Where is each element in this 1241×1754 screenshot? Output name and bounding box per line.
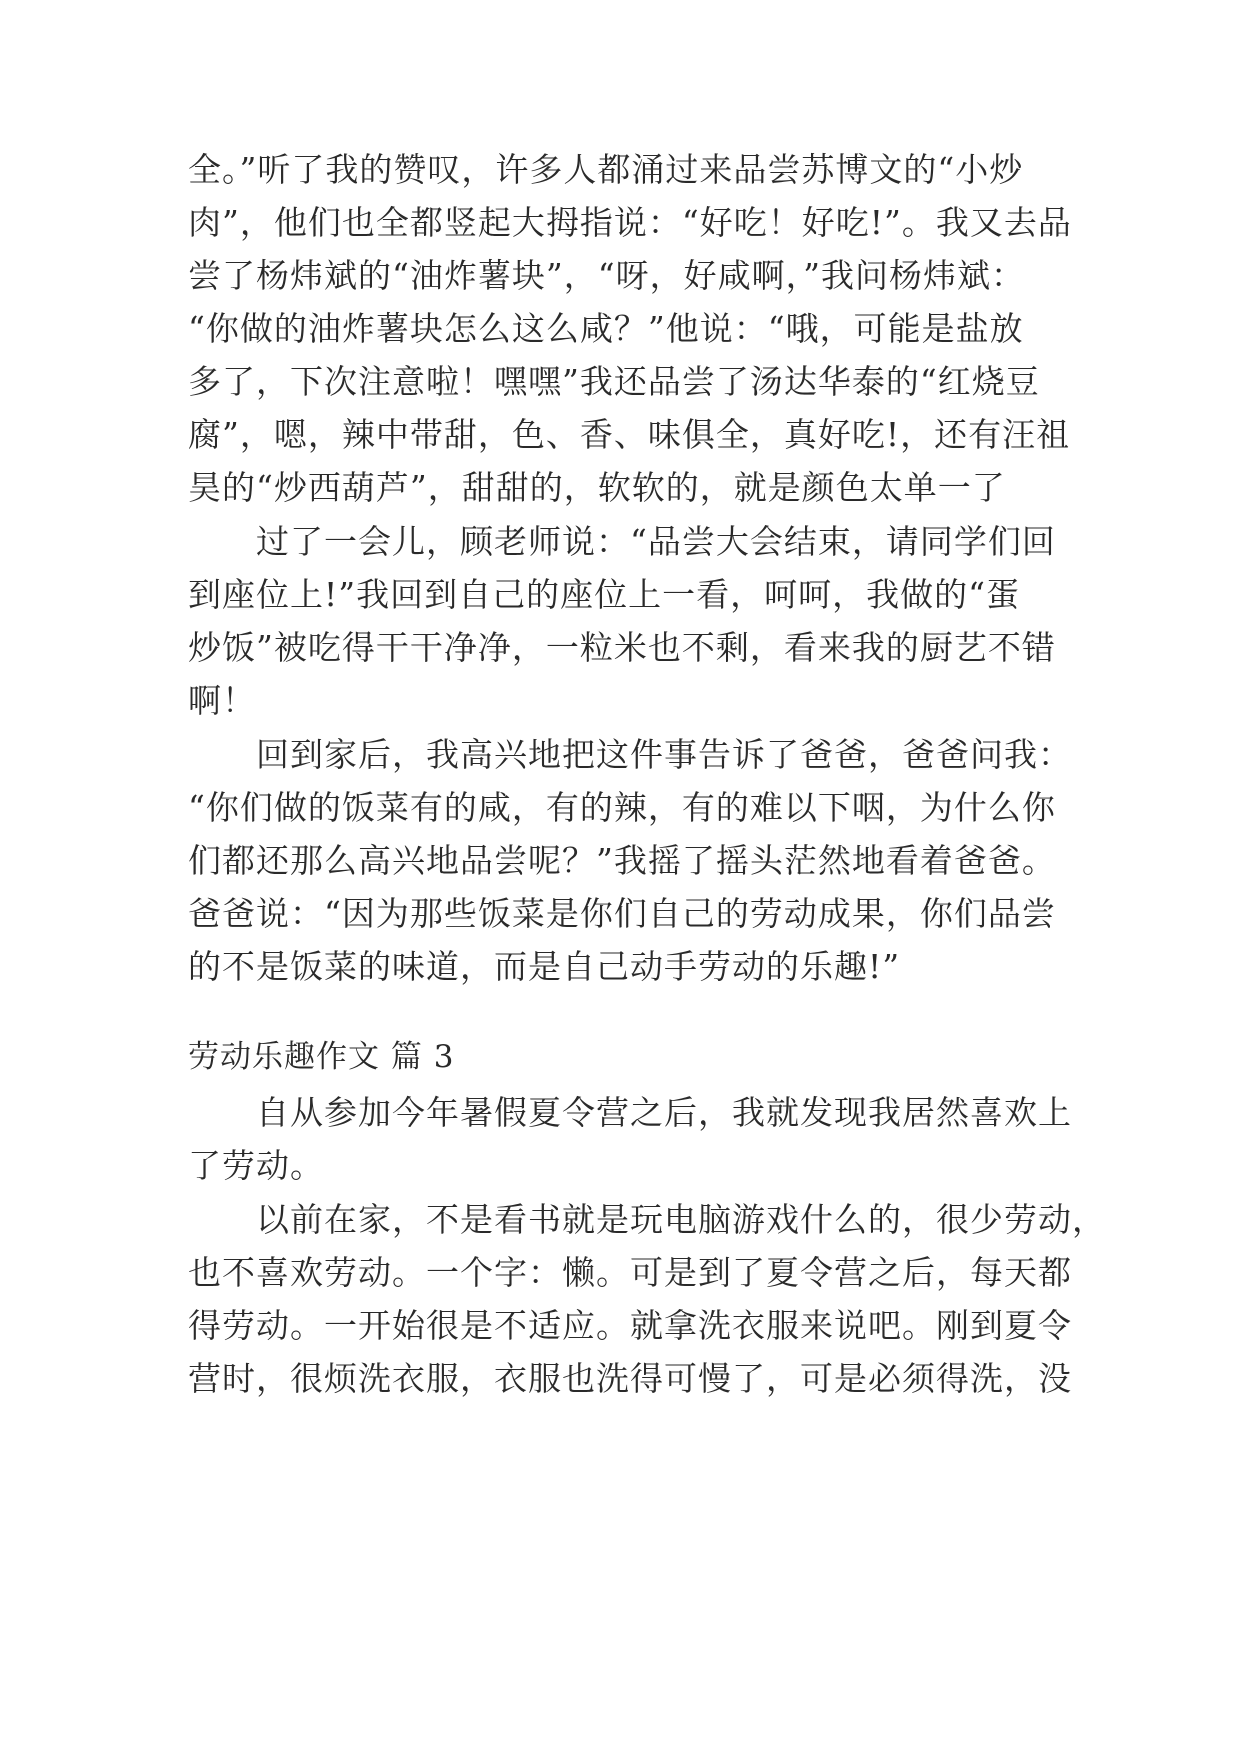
paragraph-line: 爸爸说：“因为那些饭菜是你们自己的劳动成果，你们品尝 (188, 894, 1056, 933)
paragraph-first-line: 过了一会儿，顾老师说：“品尝大会结束，请同学们回 (256, 522, 1056, 561)
paragraph-first-line: 以前在家，不是看书就是玩电脑游戏什么的，很少劳动， (256, 1200, 1106, 1239)
paragraph-line: “你们做的饭菜有的咸，有的辣，有的难以下咽，为什么你 (188, 788, 1056, 827)
paragraph-line: 也不喜欢劳动。一个字：懒。可是到了夏令营之后，每天都 (188, 1253, 1072, 1292)
paragraph-line: 肉”，他们也全都竖起大拇指说：“好吃！好吃!”。我又去品 (188, 203, 1072, 242)
section-heading: 劳动乐趣作文 篇 3 (188, 1039, 455, 1075)
paragraph-line: 得劳动。一开始很是不适应。就拿洗衣服来说吧。刚到夏令 (188, 1306, 1072, 1345)
paragraph-line: 营时，很烦洗衣服，衣服也洗得可慢了，可是必须得洗，没 (188, 1359, 1072, 1398)
paragraph-line: 的不是饭菜的味道，而是自己动手劳动的乐趣!” (188, 947, 901, 986)
paragraph-line: 多了，下次注意啦！嘿嘿”我还品尝了汤达华泰的“红烧豆 (188, 362, 1040, 401)
paragraph-line: 了劳动。 (188, 1146, 324, 1185)
paragraph-line: 腐”，嗯，辣中带甜，色、香、味俱全，真好吃!，还有汪祖 (188, 415, 1071, 454)
paragraph-line: “你做的油炸薯块怎么这么咸？”他说：“哦，可能是盐放 (188, 309, 1024, 348)
paragraph-line: 到座位上!”我回到自己的座位上一看，呵呵，我做的“蛋 (188, 575, 1021, 614)
paragraph-first-line: 自从参加今年暑假夏令营之后，我就发现我居然喜欢上 (256, 1093, 1072, 1132)
paragraph-line: 们都还那么高兴地品尝呢？”我摇了摇头茫然地看着爸爸。 (188, 841, 1056, 880)
paragraph-line: 啊！ (188, 681, 256, 720)
paragraph-first-line: 回到家后，我高兴地把这件事告诉了爸爸，爸爸问我： (256, 735, 1072, 774)
paragraph-line: 炒饭”被吃得干干净净，一粒米也不剩，看来我的厨艺不错 (188, 628, 1056, 667)
paragraph-line: 昊的“炒西葫芦”，甜甜的，软软的，就是颜色太单一了 (188, 468, 1006, 507)
paragraph-line: 全。”听了我的赞叹，许多人都涌过来品尝苏博文的“小炒 (188, 150, 1024, 189)
paragraph-line: 尝了杨炜斌的“油炸薯块”，“呀，好咸啊，”我问杨炜斌： (188, 256, 1025, 295)
